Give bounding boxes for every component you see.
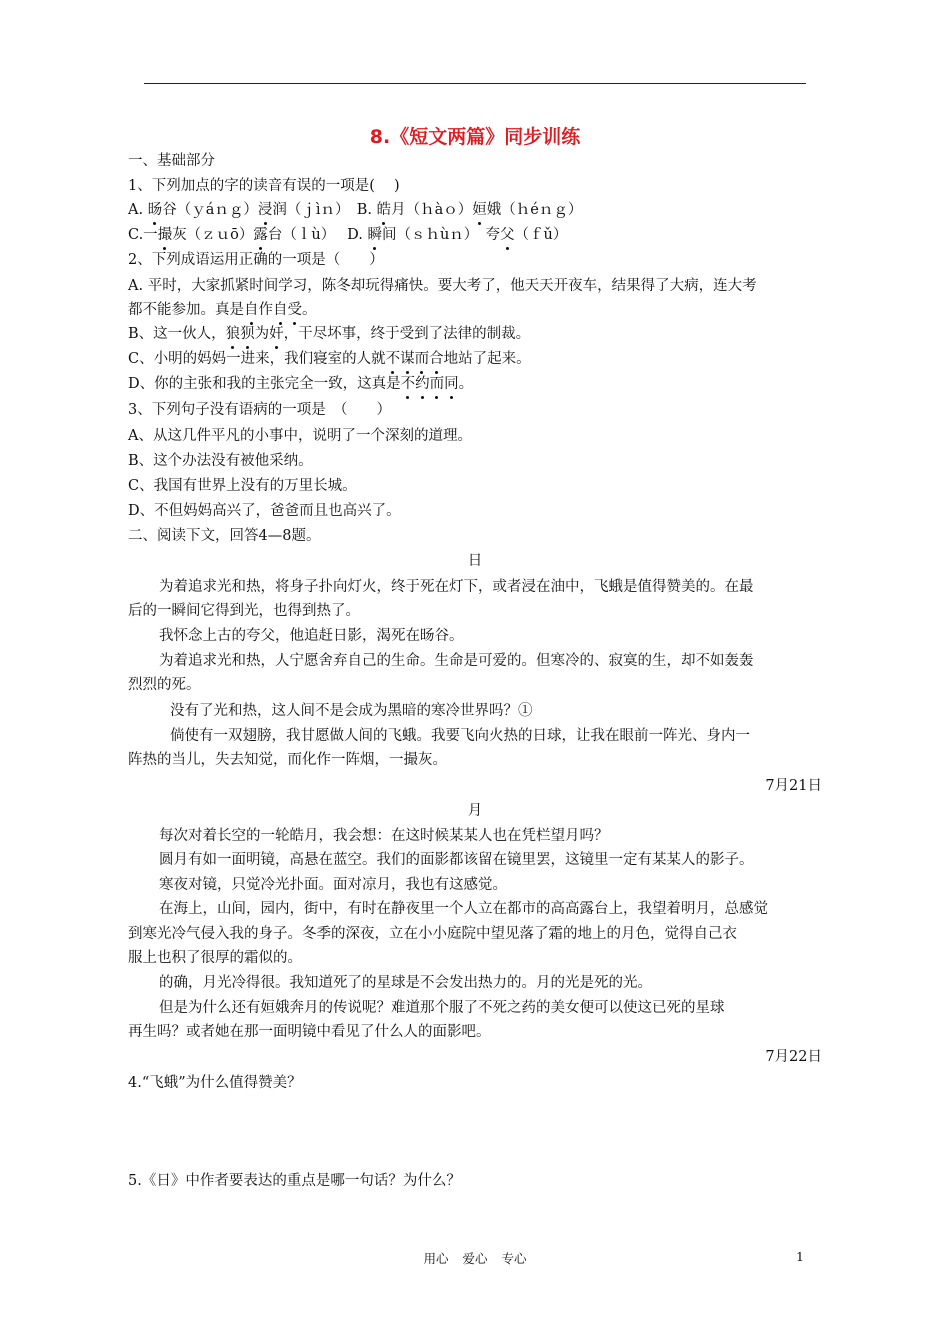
dotted-char: 自 bbox=[273, 302, 288, 318]
question-3-option-c: C、我国有世界上没有的万里长城。 bbox=[128, 478, 357, 494]
passage-sun-paragraph: 后的一瞬间它得到光，也得到热了。 bbox=[128, 603, 360, 619]
question-2-stem: 2、下列成语运用正确的一项是（ ） bbox=[128, 252, 384, 268]
dotted-char: 浸 bbox=[257, 202, 273, 218]
passage-moon-paragraph: 到寒光冷气侵入我的身子。冬季的深夜，立在小小庭院中望见落了霜的地上的月色，觉得自己衣 bbox=[128, 926, 737, 942]
passage-moon-paragraph: 的确，月光冷得很。我知道死了的星球是不会发出热力的。月的光是死的光。 bbox=[159, 975, 652, 991]
dotted-char: 撮 bbox=[157, 227, 173, 243]
passage-sun-paragraph: 为着追求光和热，人宁愿舍弃自己的生命。生命是可爱的。但寒冷的、寂寞的生，却不如轰轰 bbox=[159, 653, 754, 669]
dotted-char: 不 bbox=[385, 351, 401, 367]
passage-sun-paragraph: 为着追求光和热，将身子扑向灯火，终于死在灯下，或者浸在油中，飞蛾是值得赞美的。在最 bbox=[159, 579, 754, 595]
dotted-char: 约 bbox=[415, 376, 430, 392]
dotted-char: 谋 bbox=[400, 351, 415, 367]
passage-sun-paragraph: 阵热的当儿，失去知觉，而化作一阵烟，一撮灰。 bbox=[128, 752, 447, 768]
question-1-options-ab: A. 旸谷（ｙáｎｇ）浸润（ｊìｎ） B. 皓月（ｈàｏ）姮娥（ｈéｎｇ） bbox=[128, 202, 583, 218]
question-3-option-a: A、从这几件平凡的小事中，说明了一个深刻的道理。 bbox=[128, 428, 472, 444]
section-heading-reading: 二、阅读下文，回答4—8题。 bbox=[128, 528, 321, 544]
question-5: 5.《日》中作者要表达的重点是哪一句话？为什么？ bbox=[128, 1173, 461, 1189]
dotted-char: 皓 bbox=[376, 202, 392, 218]
passage-moon-paragraph: 寒夜对镜，只觉冷光扑面。面对凉月，我也有这感觉。 bbox=[159, 877, 507, 893]
footer-word: 专心 bbox=[501, 1251, 527, 1266]
passage-moon-date: 7月22日 bbox=[765, 1049, 822, 1065]
page-number: 1 bbox=[796, 1249, 804, 1264]
dotted-char: 合 bbox=[429, 351, 444, 367]
question-2-option-d: D、你的主张和我的主张完全一致，这真是不约而同。 bbox=[128, 376, 474, 392]
passage-sun-date: 7月21日 bbox=[765, 778, 822, 794]
dotted-char: 自 bbox=[244, 302, 259, 318]
dotted-char: 同 bbox=[444, 376, 459, 392]
question-3-stem: 3、下列句子没有语病的一项是 （ ） bbox=[128, 402, 391, 418]
dotted-char: 不 bbox=[400, 376, 416, 392]
header-rule bbox=[144, 83, 806, 84]
dotted-char: 旸 bbox=[147, 202, 163, 218]
passage-moon-heading: 月 bbox=[467, 803, 483, 819]
page-footer bbox=[0, 1249, 950, 1267]
passage-sun-heading: 日 bbox=[467, 553, 483, 569]
dotted-char: 姮 bbox=[472, 202, 487, 218]
passage-moon-paragraph: 服上也积了很厚的霜似的。 bbox=[128, 950, 302, 966]
question-3-option-b: B、这个办法没有被他采纳。 bbox=[128, 453, 313, 469]
document-title: 8.《短文两篇》同步训练 bbox=[369, 126, 581, 148]
question-2-option-c: C、小明的妈妈一进来，我们寝室的人就不谋而合地站了起来。 bbox=[128, 351, 531, 367]
passage-moon-paragraph: 每次对着长空的一轮皓月，我会想：在这时候某某人也在凭栏望月吗？ bbox=[159, 828, 609, 844]
question-1-options-cd: C.一撮灰（ｚｕō）露台（ｌù） D. 瞬间（ｓｈùｎ） 夸父（ｆǔ） bbox=[128, 227, 568, 243]
dotted-char: 而 bbox=[429, 376, 445, 392]
dotted-char: 露 bbox=[253, 227, 268, 243]
passage-sun-paragraph: 倘使有一双翅膀，我甘愿做人间的飞蛾。我要飞向火热的日球，让我在眼前一阵光、身内一 bbox=[170, 728, 750, 744]
dotted-char: 父 bbox=[500, 227, 515, 243]
question-2-option-a-line2: 都不能参加。真是自作自受。 bbox=[128, 302, 317, 318]
passage-moon-paragraph: 但是为什么还有姮娥奔月的传说呢？难道那个服了不死之药的美女便可以使这已死的星球 bbox=[159, 1000, 725, 1016]
question-3-option-d: D、不但妈妈高兴了，爸爸而且也高兴了。 bbox=[128, 503, 401, 519]
dotted-char: 瞬 bbox=[367, 227, 382, 243]
dotted-char: 而 bbox=[414, 351, 430, 367]
section-heading-basics: 一、基础部分 bbox=[128, 153, 215, 169]
passage-sun-paragraph: 我怀念上古的夸父，他追赶日影，渴死在旸谷。 bbox=[159, 628, 464, 644]
question-2-option-a-line1: A. 平时，大家抓紧时间学习，陈冬却玩得痛快。要大考了，他天天开夜车，结果得了大病，连大考 bbox=[128, 278, 757, 294]
dotted-char: 狈 bbox=[240, 326, 255, 342]
passage-moon-paragraph: 再生吗？或者她在那一面明镜中看见了什么人的面影吧。 bbox=[128, 1024, 491, 1040]
passage-moon-paragraph: 圆月有如一面明镜，高悬在蓝空。我们的面影都该留在镜里罢，这镜里一定有某某人的影子。 bbox=[159, 852, 754, 868]
dotted-char: 受 bbox=[287, 302, 302, 318]
question-2-option-b: B、这一伙人，狼狈为奸，干尽坏事，终于受到了法律的制裁。 bbox=[128, 326, 531, 342]
passage-sun-paragraph: 烈烈的死。 bbox=[128, 677, 201, 693]
question-4: 4.“飞蛾”为什么值得赞美？ bbox=[128, 1075, 302, 1091]
question-1-stem: 1、下列加点的字的读音有误的一项是( ) bbox=[128, 178, 400, 194]
passage-sun-paragraph: 没有了光和热，这人间不是会成为黑暗的寒冷世界吗？① bbox=[170, 703, 533, 719]
footer-word: 用心 bbox=[423, 1251, 449, 1266]
footer-word: 爱心 bbox=[462, 1251, 488, 1266]
passage-moon-paragraph: 在海上，山间，园内，街中，有时在静夜里一个人立在都市的高高露台上，我望着明月，总感觉 bbox=[159, 901, 768, 917]
dotted-char: 奸 bbox=[269, 326, 284, 342]
dotted-char: 狼 bbox=[225, 326, 241, 342]
